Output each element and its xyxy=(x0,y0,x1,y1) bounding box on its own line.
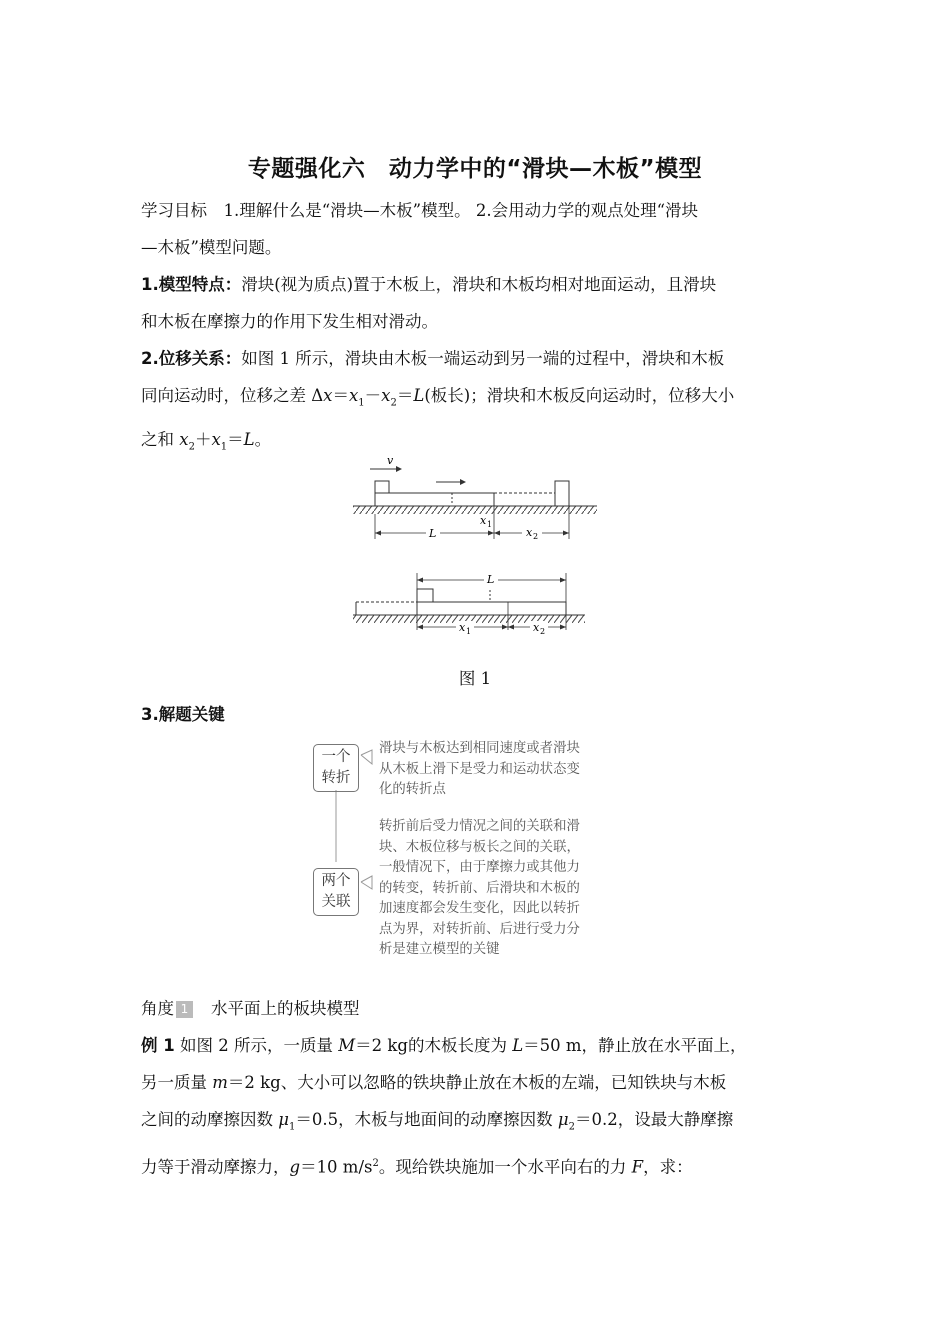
svg-text:v: v xyxy=(387,455,394,467)
tag-turning-point: 一个 转折 xyxy=(313,744,359,792)
section1-heading: 1.模型特点： xyxy=(141,275,242,294)
section-displacement xyxy=(141,340,811,466)
slider-bottom xyxy=(417,589,433,602)
angle-number-badge: 1 xyxy=(176,1001,193,1018)
ground-hatch-top xyxy=(353,506,597,514)
angle-label: 角度 xyxy=(141,999,174,1018)
section2-line-3: 之和 $x_2+x_1=L$。 xyxy=(141,430,272,453)
section1-line-1: 滑块(视为质点)置于木板上，滑块和木板均相对地面运动，且滑块 xyxy=(241,275,717,294)
svg-text:1: 1 xyxy=(487,520,493,529)
slider-start xyxy=(375,481,389,493)
svg-text:x: x xyxy=(526,526,533,539)
example-1: 例 1 如图 2 所示，一质量 M＝2 kg的木板长度为 L＝50 m，静止放在水平面上， 另一质量 m＝2 kg、大小可以忽略的铁块静止放在木板的左端，已知铁块与木板 之间的动摩擦因数 $\mu_1=0.5$，木板与地面间的动摩擦因数 $\mu_2=0.2$，设最大静摩擦 力等于滑动摩擦力，g＝10 $m/s^2$。现给铁块施加一个水平向右的力 F，求： xyxy=(141,1036,747,1177)
section-model-features xyxy=(141,266,811,340)
turning-point-text: 滑块与木板达到相同速度或者滑块 从木板上滑下是受力和运动状态变 化的转折点 xyxy=(379,741,580,797)
diagram-opposite-direction xyxy=(353,573,585,636)
svg-text:L: L xyxy=(487,573,495,586)
objectives-line-1: 学习目标 1.理解什么是“滑块—木板”模型。 2.会用动力学的观点处理“滑块 xyxy=(141,201,699,220)
figure-1-diagram xyxy=(350,455,600,645)
example1-heading: 例 1 xyxy=(141,1036,175,1055)
angle-title: 水平面上的板块模型 xyxy=(211,999,360,1018)
section2-heading: 2.位移关系： xyxy=(141,349,242,368)
board-bottom xyxy=(417,602,566,615)
two-links-text: 转折前后受力情况之间的关联和滑 块、木板位移与板长之间的关联， 一般情况下，由于摩擦力或其他力 的转变，转折前、后滑块和木板的 加速度都会发生变化，因此以转折 点为界，对转折前、后进行受力分 析是建立模型的关键 xyxy=(379,819,580,957)
svg-text:L: L xyxy=(429,527,437,540)
figure-1-caption: 图 1 xyxy=(458,669,492,688)
section2-line-1: 如图 1 所示，滑块由木板一端运动到另一端的过程中，滑块和木板 xyxy=(241,349,725,368)
svg-text:2: 2 xyxy=(533,532,539,541)
diagram-same-direction xyxy=(353,455,597,541)
objectives-line-2: —木板”模型问题。 xyxy=(141,238,282,257)
section1-line-2: 和木板在摩擦力的作用下发生相对滑动。 xyxy=(141,312,438,331)
key-points-box xyxy=(308,736,638,966)
learning-objectives xyxy=(141,192,811,266)
tag-two-links: 两个 关联 xyxy=(313,868,359,916)
angle-heading xyxy=(141,990,811,1027)
svg-text:1: 1 xyxy=(466,627,472,636)
board-start xyxy=(375,493,494,506)
slider-end xyxy=(555,481,569,506)
svg-text:x: x xyxy=(480,514,487,527)
svg-text:x: x xyxy=(459,621,466,634)
section2-line-2: 同向运动时，位移之差 $\Delta x=x_1-x_2=L$(板长)；滑块和木板反向运动时，位移大小 xyxy=(141,386,735,409)
svg-text:x: x xyxy=(533,621,540,634)
page-title: 专题强化六 动力学中的“滑块—木板”模型 xyxy=(247,156,703,182)
svg-text:2: 2 xyxy=(540,627,546,636)
section3-heading: 3.解题关键 xyxy=(141,705,225,724)
